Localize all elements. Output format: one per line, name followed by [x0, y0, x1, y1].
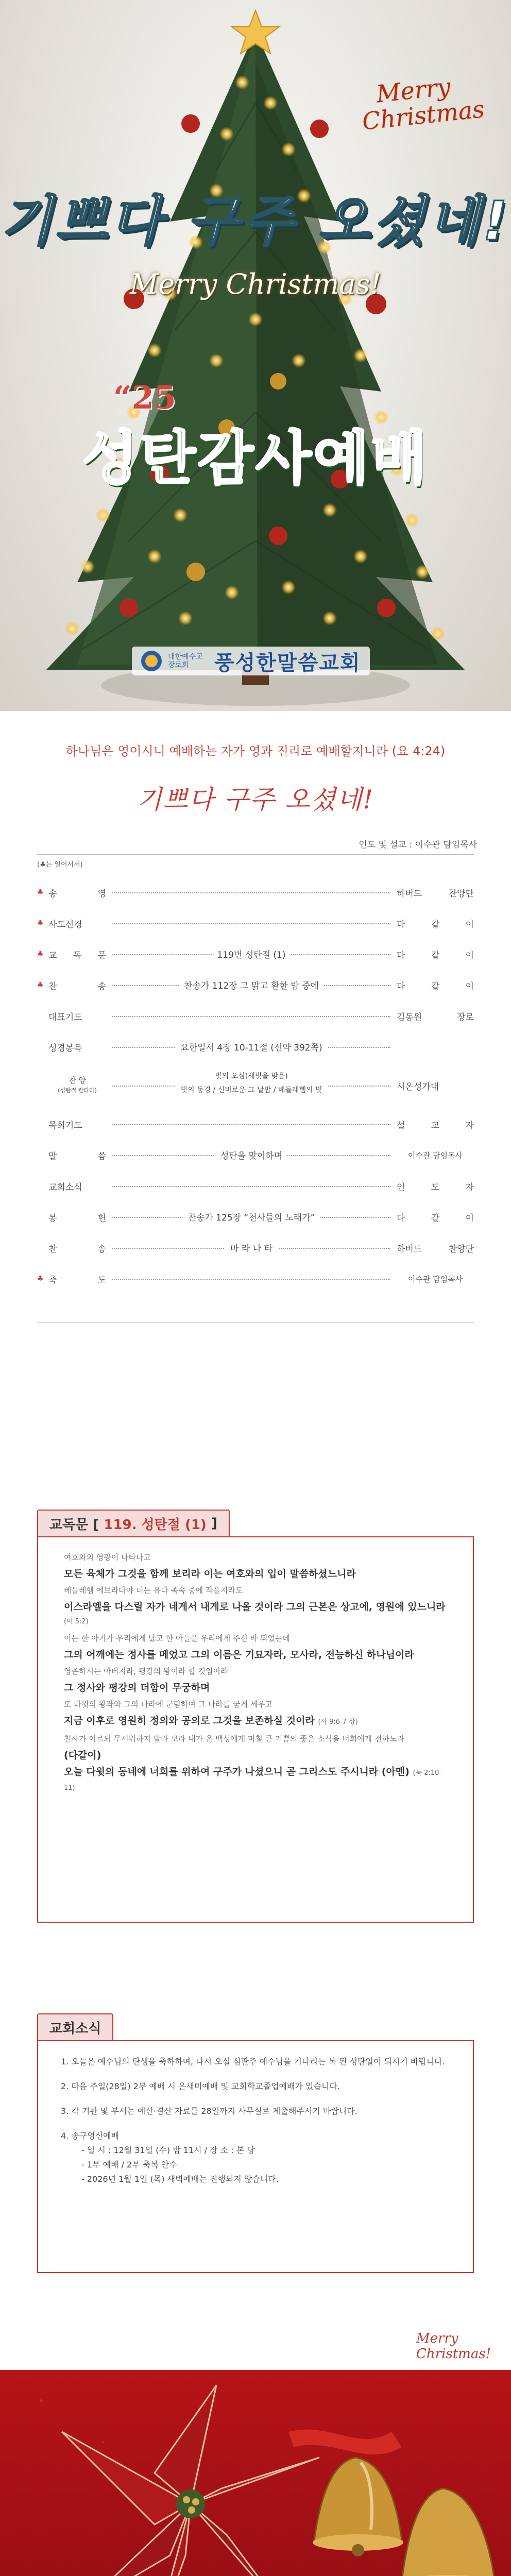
order-row [37, 1171, 474, 1201]
reading-response-line [64, 1600, 447, 1629]
standing-legend: (♣는 일어서서) [37, 861, 83, 869]
dotted-leader [112, 1212, 390, 1222]
order-row [37, 1232, 474, 1263]
order-item-content: 요한일서 4장 10-11절 (신약 392쪽) [175, 1040, 327, 1053]
dotted-leader [112, 1072, 390, 1094]
order-item-label-main: 찬 양 [69, 1076, 86, 1085]
cantata-line-2: 빛의 동경 / 신비로운 그 날밤 / 베들레헴의 빛 [180, 1086, 322, 1094]
hero-title: 성탄감사예배 [82, 425, 429, 492]
reading-tab-prefix: 교독문 [ [49, 1517, 99, 1533]
order-row [37, 939, 474, 970]
reading-leader-line: 영존하시는 아버지라, 평강의 왕이라 할 것임이라 [64, 1667, 228, 1676]
standing-mark: ♣ [37, 919, 44, 927]
reading-leader-line: 이는 한 아기가 우리에게 났고 한 아들을 우리에게 주신 바 되었는데 [64, 1634, 290, 1643]
order-row [37, 1140, 474, 1171]
reading-response-line: 그 정사와 평강의 더함이 무궁하며 [64, 1682, 210, 1693]
news-section-tab [37, 2013, 113, 2040]
order-of-service [37, 877, 474, 1294]
service-leader: 인도 및 설교 : 이수관 담임목사 [359, 840, 477, 850]
reading-response-line: 모든 육체가 그것을 함께 보리라 이는 여호와의 입이 말씀하셨느니라 [64, 1568, 356, 1580]
order-item-presenter: 이수관 담임목사 [407, 1150, 463, 1160]
reading-response-text: 지금 이후로 영원히 정의와 공의로 그것을 보존하실 것이라 [64, 1715, 315, 1726]
poinsettia-bells-illustration [0, 2370, 511, 2576]
dotted-leader [112, 1274, 390, 1284]
dotted-leader [112, 1243, 390, 1253]
cantata-line-1: 빛의 오심(새빛을 맞음) [215, 1072, 288, 1080]
order-item-presenter: 이수관 담임목사 [407, 1274, 463, 1284]
reading-reference: (미 5:2) [64, 1618, 89, 1625]
order-item-label: 교회소식 [48, 1182, 82, 1193]
news-tab-label: 교회소식 [49, 2021, 101, 2037]
reading-leader-line: 천사가 이르되 무서워하지 말라 보라 내가 온 백성에게 미칠 큰 기쁨의 좋은 소식을 너희에게 전하노라 [64, 1734, 404, 1743]
order-row [37, 1263, 474, 1294]
news-sub-item: - 2026년 1월 1일 (목) 새벽예배는 진행되지 않습니다. [81, 2174, 279, 2184]
order-item-content: 찬송가 125장 “천사들의 노래가” [183, 1210, 320, 1223]
order-item-label: 봉 헌 [48, 1213, 106, 1224]
order-item-label: 축 도 [48, 1275, 106, 1285]
order-item-label: 말 씀 [48, 1151, 106, 1162]
year-motto-banner [0, 2370, 511, 2576]
order-item-label: 성경봉독 [48, 1043, 82, 1054]
dotted-leader [112, 1011, 390, 1021]
order-row [37, 1001, 474, 1031]
reading-tab-title: 119. 성탄절 (1) [104, 1517, 207, 1533]
divider [37, 1322, 474, 1323]
dotted-leader [112, 1181, 390, 1191]
standing-mark: ♣ [37, 950, 44, 958]
hero-banner [0, 0, 511, 711]
order-row [37, 877, 474, 908]
standing-mark: ♣ [37, 888, 44, 896]
order-row [37, 970, 474, 1001]
dotted-leader [112, 949, 390, 959]
church-logo [132, 647, 370, 675]
reading-response-line [64, 1765, 447, 1795]
news-sub-item: - 1부 예배 / 2부 축복 안수 [81, 2160, 177, 2170]
church-news [37, 2040, 474, 2273]
order-row [37, 908, 474, 939]
dotted-leader [112, 918, 390, 928]
order-item-label: 송 영 [48, 888, 106, 899]
reading-leader-line: 또 다윗의 왕좌와 그의 나라에 군림하여 그 나라를 굳게 세우고 [64, 1700, 273, 1709]
hero-script-greeting: Merry Christmas! [130, 268, 381, 300]
order-item-presenter: 설 교 자 [397, 1120, 474, 1131]
order-row [37, 1109, 474, 1140]
reading-response-line [64, 1714, 447, 1729]
order-item-content: 마 라 나 타 [225, 1241, 278, 1254]
dotted-leader [112, 1150, 390, 1160]
order-item-presenter: 김동원 장로 [397, 1012, 474, 1023]
divider [37, 854, 474, 855]
reading-response-text: 오늘 다윗의 동네에 너희를 위하여 구주가 나셨으니 곧 그리스도 주시니라 (아멘) [64, 1766, 410, 1777]
order-item-label: 찬 송 [48, 1244, 106, 1255]
order-title: 기쁘다 구주 오셨네! [137, 785, 374, 815]
reading-response-line: 그의 어깨에는 정사를 메었고 그의 이름은 기묘자라, 모사라, 전능하신 하나님이라 [64, 1649, 414, 1660]
sermon-title: 성탄을 맞이하며 [215, 1148, 287, 1161]
reading-response-text: 이스라엘을 다스릴 자가 네게서 내게로 나올 것이라 그의 근본은 상고에, 영원에 있느니라 [64, 1601, 446, 1613]
order-item-label: 대표기도 [48, 1012, 82, 1023]
order-item-content: 찬송가 112장 그 맑고 환한 밤 중에 [179, 978, 324, 991]
dotted-leader [112, 1042, 390, 1052]
merry-christmas-corner-text: Merry Christmas [361, 72, 486, 135]
church-emblem-icon [141, 651, 162, 671]
news-item: 2. 다음 주일(28일) 2부 예배 시 온새미예배 및 교회학교졸업예배가 있습니다. [61, 2081, 340, 2091]
order-item-presenter: 인 도 자 [397, 1182, 474, 1193]
order-item-presenter: 하버드 찬양단 [397, 1244, 474, 1255]
order-item-content [176, 1069, 328, 1097]
order-row [37, 1062, 474, 1109]
news-sub-item: - 일 시 : 12월 31일 (수) 밤 11시 / 장 소 : 본 당 [81, 2145, 255, 2155]
order-item-presenter: 하버드 찬양단 [397, 888, 474, 899]
reading-reference: (사 9:6-7 상) [318, 1718, 358, 1726]
news-item: 4. 송구영신예배 [61, 2131, 120, 2141]
order-item-presenter: 다 같 이 [397, 950, 474, 961]
standing-mark: ♣ [37, 981, 44, 989]
reading-leader-line: 베들레헴 에브라다야 너는 유다 족속 중에 작을지라도 [64, 1586, 243, 1595]
order-item-presenter: 다 같 이 [397, 919, 474, 930]
news-item: 1. 오늘은 예수님의 탄생을 축하하며, 다시 오실 심판주 예수님을 기다리는 복 된 성탄일이 되시기 바랍니다. [61, 2057, 445, 2066]
order-item-presenter: 다 같 이 [397, 1213, 474, 1224]
order-row [37, 1031, 474, 1062]
hero-headline: 기쁘다 구주 오셨네! [1, 190, 510, 252]
reading-reference: (눅 2:10-11) [64, 1769, 442, 1792]
hero-year: “25 [113, 379, 176, 416]
dotted-leader [112, 1119, 390, 1129]
reading-response-line: (다같이) [64, 1750, 101, 1761]
order-item-presenter: 다 같 이 [397, 981, 474, 992]
dotted-leader [112, 887, 390, 897]
merry-christmas-small: Merry Christmas! [416, 2331, 491, 2362]
reading-section-tab [37, 1510, 230, 1536]
news-item: 3. 각 기관 및 부서는 예산·결산 자료를 28일까지 사무실로 제출해주시기 바랍니다. [61, 2106, 357, 2116]
order-item-label: 목회기도 [48, 1120, 82, 1131]
dotted-leader [112, 980, 390, 990]
order-item-content: 119번 성탄절 (1) [212, 947, 291, 960]
order-item-label: 사도신경 [48, 919, 82, 930]
order-row [37, 1201, 474, 1232]
reading-leader-line: 여호와의 영광이 나타나고 [64, 1553, 151, 1562]
responsive-reading [37, 1536, 474, 1923]
order-item-presenter: 시온성가대 [397, 1081, 439, 1092]
order-item-label: 교 독 문 [48, 950, 106, 961]
church-name: 풍성한말씀교회 [214, 651, 361, 675]
scripture-verse: 하나님은 영이시니 예배하는 자가 영과 진리로 예배할지니라 (요 4:24) [65, 744, 446, 758]
order-item-label: 찬 송 [48, 981, 106, 992]
order-item-label [48, 1075, 106, 1096]
standing-mark: ♣ [37, 1275, 44, 1283]
reading-tab-suffix: ] [211, 1516, 217, 1531]
order-item-label-sub: (성탄절 칸타타) [58, 1087, 97, 1094]
church-denomination: 대한예수교 장로회 [168, 653, 203, 669]
